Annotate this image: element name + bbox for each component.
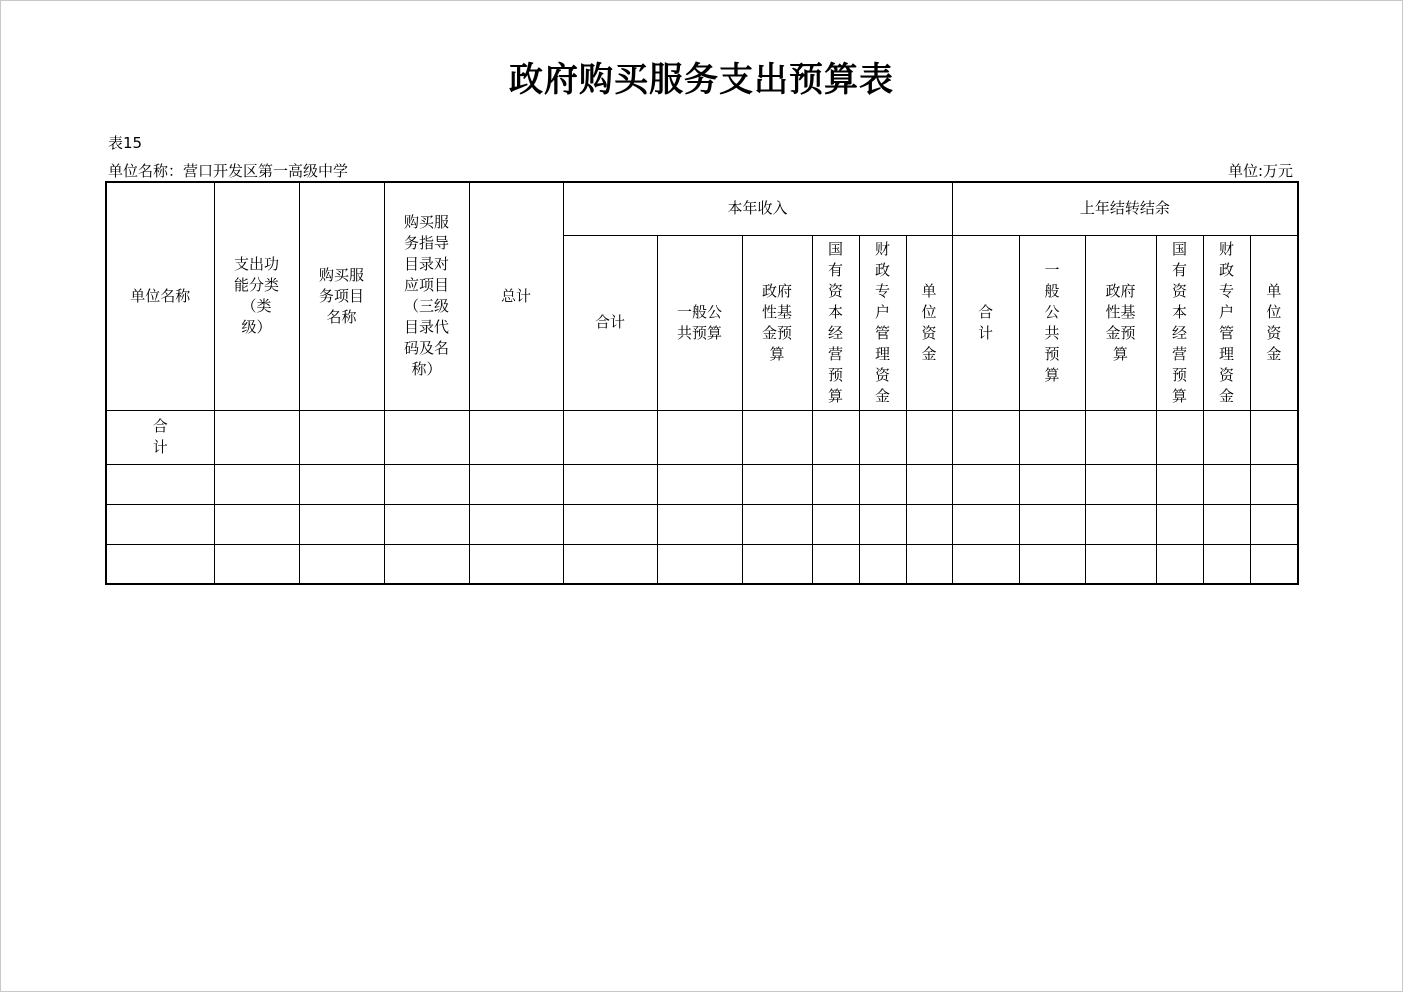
table-number: 表15: [108, 134, 143, 152]
header-cy-gov-fund: 政府性基金预算: [742, 235, 812, 410]
header-ly-sum: 合计: [952, 235, 1019, 410]
header-ly-state-capital: 国有资本经营预算: [1156, 235, 1203, 410]
header-ly-general: 一般公共预算: [1019, 235, 1085, 410]
header-guide-item: 购买服务指导目录对应项目（三级目录代码及名称）: [384, 182, 469, 410]
header-ly-special-fund: 财政专户管理资金: [1203, 235, 1250, 410]
header-current-year: 本年收入: [563, 182, 952, 235]
header-ly-gov-fund: 政府性基金预算: [1085, 235, 1156, 410]
table-row: [106, 544, 1298, 584]
header-cy-sum: 合计: [563, 235, 657, 410]
table-row-total: [106, 410, 1298, 464]
header-last-year: 上年结转结余: [952, 182, 1298, 235]
budget-table: [105, 181, 1299, 585]
table-row: [106, 464, 1298, 504]
header-row-1: [106, 182, 1298, 235]
table-row: [106, 504, 1298, 544]
header-cy-general: 一般公共预算: [657, 235, 742, 410]
header-ly-unit-fund: 单位资金: [1250, 235, 1298, 410]
header-cy-special-fund: 财政专户管理资金: [859, 235, 906, 410]
header-cy-state-capital: 国有资本经营预算: [812, 235, 859, 410]
unit-name-label: 单位名称：营口开发区第一高级中学: [108, 162, 349, 180]
row-total-label: 合计: [106, 410, 214, 464]
header-cy-unit-fund: 单位资金: [906, 235, 952, 410]
header-func-class: 支出功能分类（类级）: [214, 182, 299, 410]
unit-label: 单位:万元: [1227, 162, 1293, 180]
page-title: 政府购买服务支出预算表: [509, 60, 894, 100]
header-unit-name: 单位名称: [106, 182, 214, 410]
header-project-name: 购买服务项目名称: [299, 182, 384, 410]
header-total: 总计: [469, 182, 563, 410]
